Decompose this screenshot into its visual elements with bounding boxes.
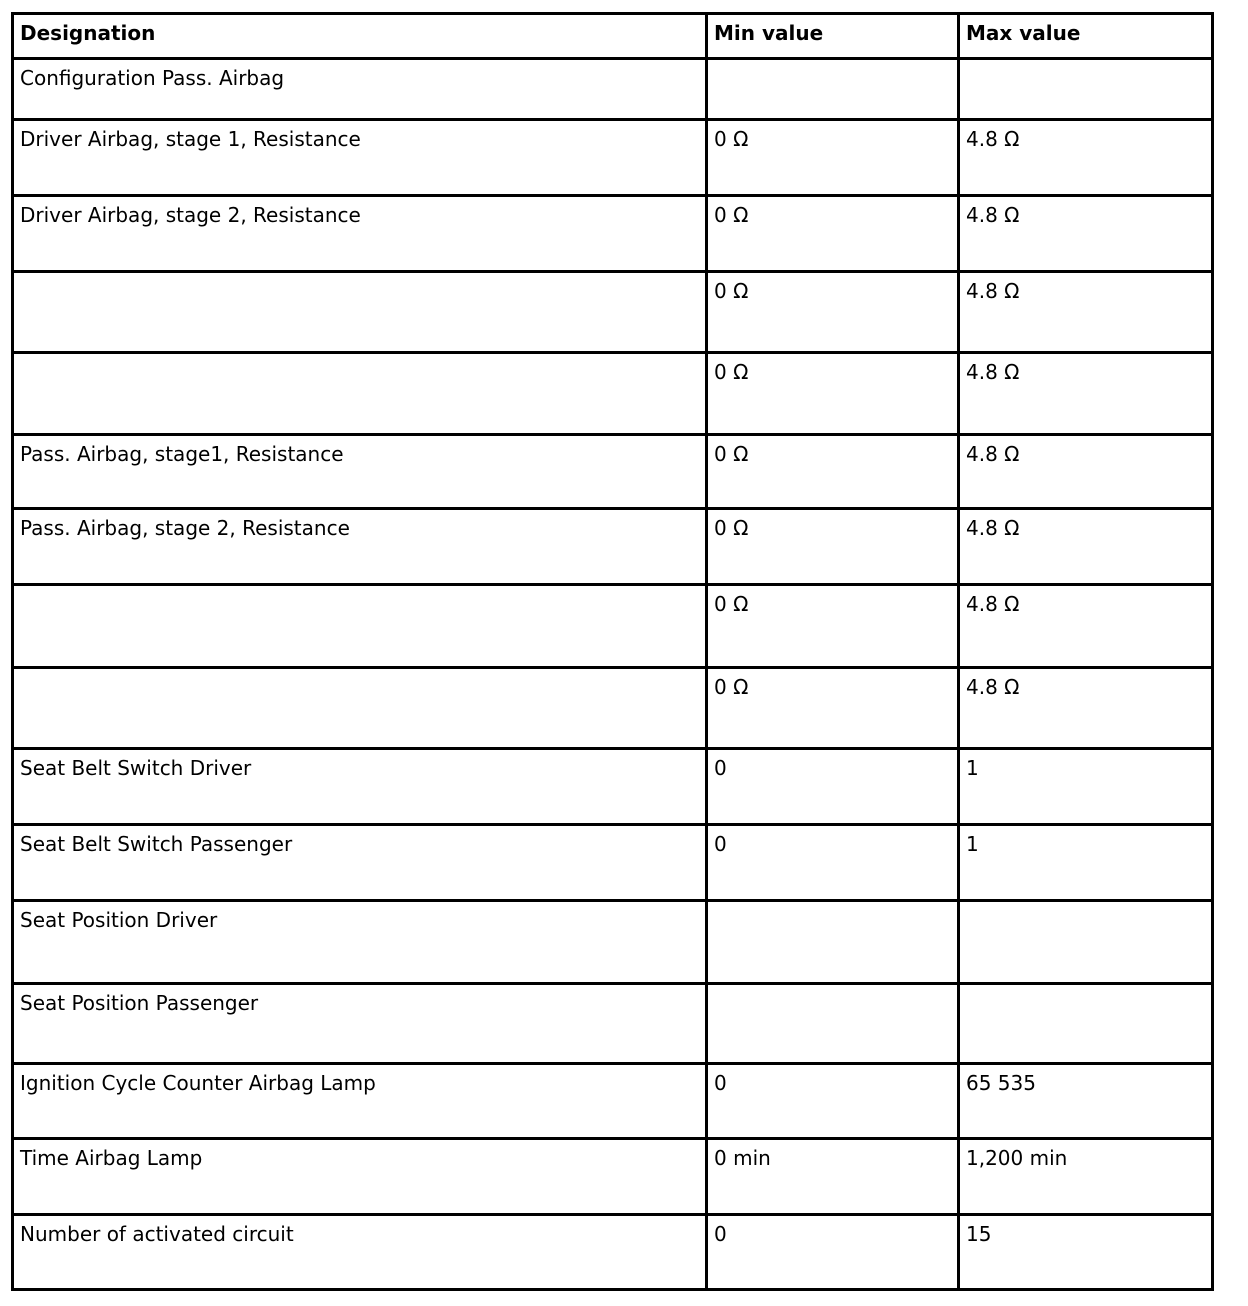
- max-value-cell: 4.8 Ω: [959, 585, 1213, 668]
- min-value-cell: 0: [707, 1215, 959, 1290]
- max-value-cell: 4.8 Ω: [959, 196, 1213, 272]
- min-value-cell: 0 Ω: [707, 585, 959, 668]
- designation-cell: Pass. Airbag, stage 2, Resistance: [13, 509, 707, 585]
- table-row: [13, 59, 1213, 120]
- table-row: [13, 984, 1213, 1064]
- min-value-cell: 0: [707, 749, 959, 825]
- spec-table: [11, 12, 1214, 1291]
- max-value-cell: 1: [959, 825, 1213, 901]
- designation-cell: Number of activated circuit: [13, 1215, 707, 1290]
- min-value-cell: 0 Ω: [707, 272, 959, 353]
- designation-cell: Seat Belt Switch Driver: [13, 749, 707, 825]
- min-value-cell: [707, 984, 959, 1064]
- designation-cell: [13, 272, 707, 353]
- table-row: [13, 585, 1213, 668]
- designation-cell: Seat Position Driver: [13, 901, 707, 984]
- max-value-cell: 1: [959, 749, 1213, 825]
- table-row: [13, 120, 1213, 196]
- max-value-cell: [959, 984, 1213, 1064]
- min-value-cell: 0 min: [707, 1139, 959, 1215]
- designation-cell: Driver Airbag, stage 1, Resistance: [13, 120, 707, 196]
- table-row: [13, 1064, 1213, 1139]
- column-header-max-value: Max value: [959, 14, 1213, 59]
- designation-cell: [13, 353, 707, 435]
- table-row: [13, 1215, 1213, 1290]
- designation-cell: Pass. Airbag, stage1, Resistance: [13, 435, 707, 509]
- designation-cell: [13, 585, 707, 668]
- max-value-cell: 4.8 Ω: [959, 509, 1213, 585]
- max-value-cell: 4.8 Ω: [959, 353, 1213, 435]
- header-row: [13, 14, 1213, 59]
- max-value-cell: 4.8 Ω: [959, 435, 1213, 509]
- column-header-designation: Designation: [13, 14, 707, 59]
- table-row: [13, 825, 1213, 901]
- table-row: [13, 901, 1213, 984]
- table-row: [13, 272, 1213, 353]
- min-value-cell: 0 Ω: [707, 196, 959, 272]
- table-body: [13, 59, 1213, 1290]
- max-value-cell: 65 535: [959, 1064, 1213, 1139]
- table-row: [13, 668, 1213, 749]
- designation-cell: Seat Belt Switch Passenger: [13, 825, 707, 901]
- designation-cell: Seat Position Passenger: [13, 984, 707, 1064]
- table-row: [13, 509, 1213, 585]
- min-value-cell: 0: [707, 825, 959, 901]
- min-value-cell: 0 Ω: [707, 353, 959, 435]
- max-value-cell: [959, 59, 1213, 120]
- designation-cell: Configuration Pass. Airbag: [13, 59, 707, 120]
- table-row: [13, 749, 1213, 825]
- max-value-cell: 15: [959, 1215, 1213, 1290]
- max-value-cell: 4.8 Ω: [959, 272, 1213, 353]
- designation-cell: [13, 668, 707, 749]
- min-value-cell: 0 Ω: [707, 435, 959, 509]
- min-value-cell: 0 Ω: [707, 120, 959, 196]
- table-row: [13, 353, 1213, 435]
- min-value-cell: [707, 901, 959, 984]
- min-value-cell: 0 Ω: [707, 509, 959, 585]
- designation-cell: Time Airbag Lamp: [13, 1139, 707, 1215]
- min-value-cell: [707, 59, 959, 120]
- table-row: [13, 435, 1213, 509]
- max-value-cell: 1,200 min: [959, 1139, 1213, 1215]
- min-value-cell: 0 Ω: [707, 668, 959, 749]
- min-value-cell: 0: [707, 1064, 959, 1139]
- designation-cell: Driver Airbag, stage 2, Resistance: [13, 196, 707, 272]
- max-value-cell: 4.8 Ω: [959, 120, 1213, 196]
- max-value-cell: 4.8 Ω: [959, 668, 1213, 749]
- designation-cell: Ignition Cycle Counter Airbag Lamp: [13, 1064, 707, 1139]
- table-row: [13, 1139, 1213, 1215]
- table-row: [13, 196, 1213, 272]
- max-value-cell: [959, 901, 1213, 984]
- column-header-min-value: Min value: [707, 14, 959, 59]
